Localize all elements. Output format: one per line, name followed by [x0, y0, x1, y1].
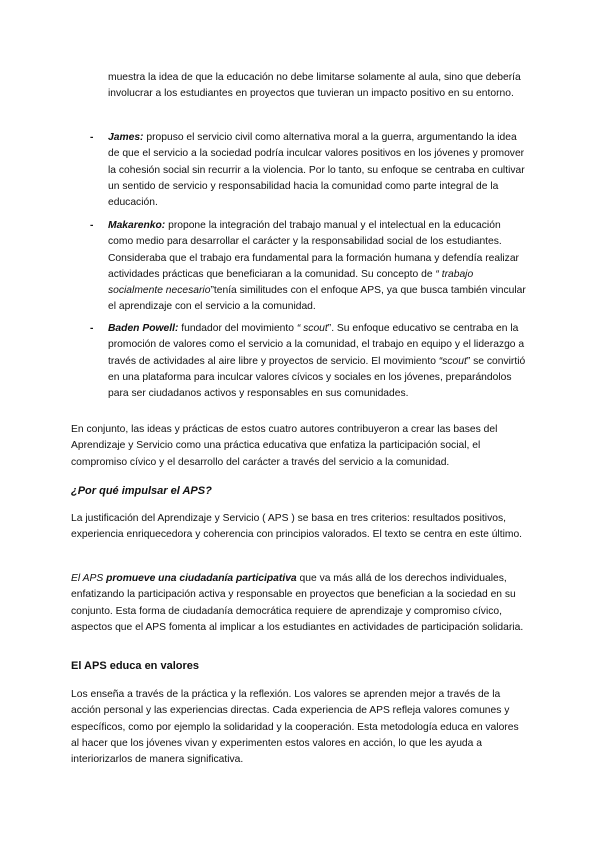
author-name-james: James: — [108, 132, 144, 143]
bullet-baden-text — [108, 321, 527, 402]
makarenko-description-a: propone la integración del trabajo manual y el intelectual en la educación como medio para desarrollar el carácter y la responsabilidad social de los estudiantes. Consideraba que el trabajo era fundamental para la formación humana y defendía realizar actividades prácticas que beneficiaran a la comunidad. Su concepto de — [108, 220, 519, 280]
bullet-makarenko-text — [108, 218, 527, 316]
why-paragraph: La justificación del Aprendizaje y Servicio ( APS ) se basa en tres criterios: resultados positivos, experiencia enriquecedora y coherencia con principios valorados. El texto se centra en este último. — [71, 513, 523, 541]
section-heading-values: El APS educa en valores — [71, 660, 199, 672]
baden-description-a: fundador del movimiento — [178, 323, 297, 334]
baden-description-c: ” se convirtió en una plataforma para inculcar valores cívicos y sociales en los jóvenes, preparándolos para ser ciudadanos activos y responsables en sus comunidades. — [108, 355, 526, 400]
bullet-james-text — [108, 130, 527, 211]
bullet-dash: - — [90, 323, 94, 334]
baden-description-b: ”. Su enfoque educativo se centraba en la promoción de valores como el servicio a la comunidad, el trabajo en equipo y el liderazgo a través de actividades al aire libre y proyectos de servicio. El movimiento — [108, 323, 525, 367]
citizenship-emphasis: promueve una ciudadanía participativa — [106, 573, 297, 584]
conclusion-paragraph: En conjunto, las ideas y prácticas de estos cuatro autores contribuyeron a crear las bases del Aprendizaje y Servicio como una práctica educativa que enfatiza la participación social, el compromiso cívico y el desarrollo del carácter a través del servicio a la comunidad. — [71, 424, 498, 468]
intro-continuation: muestra la idea de que la educación no debe limitarse solamente al aula, sino que debería involucrar a los estudiantes en proyectos que tuvieran un impacto positivo en su entorno. — [108, 72, 521, 100]
citizenship-text: que va más allá de los derechos individuales, enfatizando la participación activa y responsable en proyectos que benefician a la sociedad en su conjunto. Esta forma de ciudadanía democrática requiere de aprendizaje y compromiso cívico, aspectos que el APS fomenta al implicar a los estudiantes en actividades de participación solidaria. — [71, 573, 524, 633]
values-paragraph: Los enseña a través de la práctica y la reflexión. Los valores se aprenden mejor a través de la acción personal y las experiencias directas. Cada experiencia de APS refleja valores comunes y específicos, como por ejemplo la solidaridad y la cooperación. Esta metodología educa en valores al hacer que los jóvenes vivan y experimenten estos valores en acción, lo que les ayuda a interiorizarlos de manera significativa. — [71, 689, 519, 766]
baden-scout-term-2: “scout — [438, 355, 467, 367]
makarenko-concept: “ trabajo socialmente necesario — [108, 268, 474, 297]
author-name-baden-powell: Baden Powell: — [108, 323, 179, 334]
baden-scout-term: “ scout — [296, 323, 328, 334]
makarenko-description-b: ”tenía similitudes con el enfoque APS, ya que busca también vincular el aprendizaje con el servicio a la comunidad. — [108, 285, 526, 313]
citizenship-paragraph — [71, 571, 527, 636]
author-name-makarenko: Makarenko: — [108, 220, 166, 231]
bullet-dash: - — [90, 220, 94, 231]
bullet-dash: - — [90, 132, 94, 143]
james-description: propuso el servicio civil como alternativa moral a la guerra, argumentando la idea de que el servicio a la sociedad podría inculcar valores positivos en los jóvenes y promover la cohesión social sin recurrir a la violencia. Por lo tanto, su enfoque se centraba en cultivar un sentido de servicio y responsabilidad hacia la comunidad como parte integral de la educación. — [108, 132, 525, 209]
citizenship-lead: El APS — [71, 573, 107, 584]
section-heading-why: ¿Por qué impulsar el APS? — [71, 485, 212, 497]
